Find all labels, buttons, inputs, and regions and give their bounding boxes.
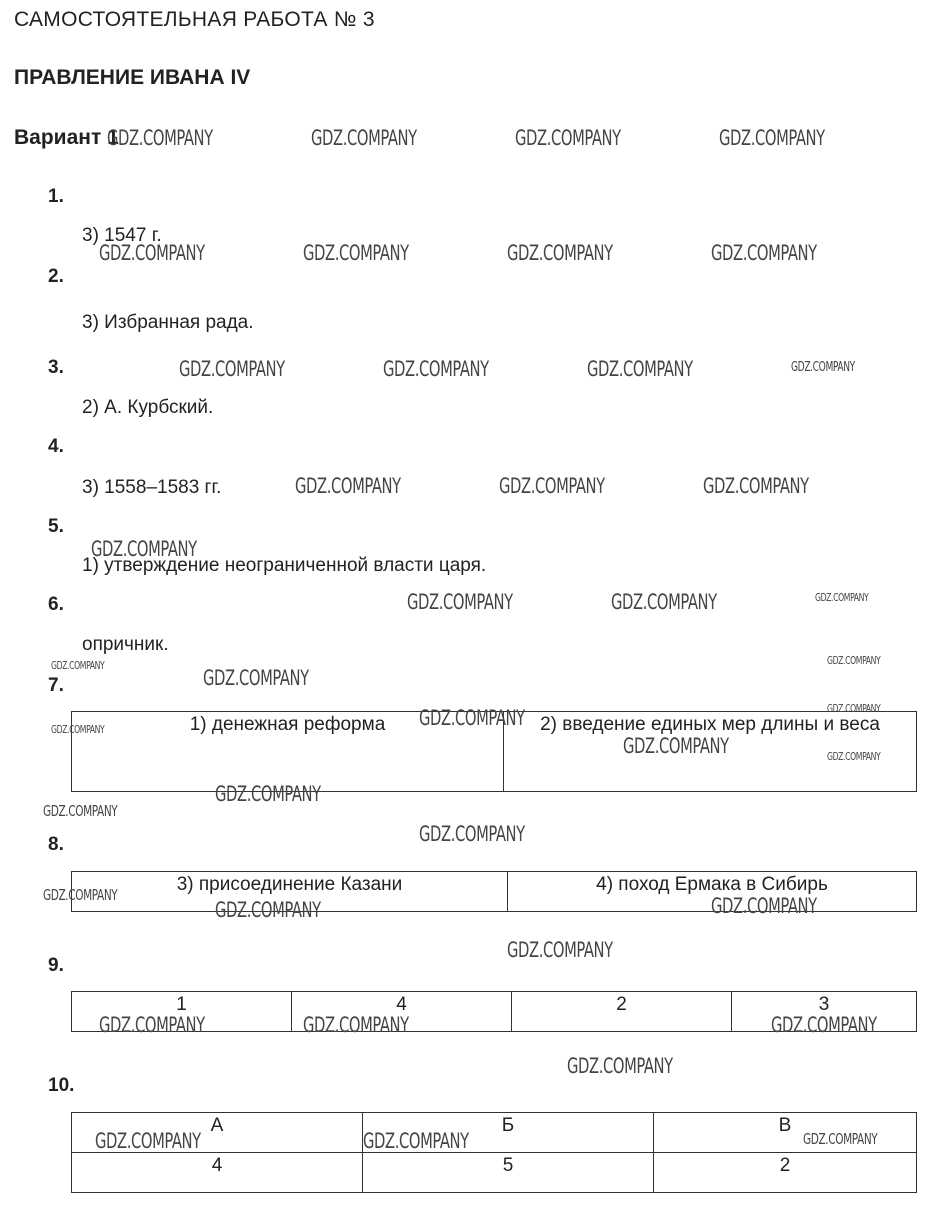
watermark: GDZ.COMPANY: [827, 702, 881, 715]
question-number: 5.: [48, 516, 64, 537]
watermark: GDZ.COMPANY: [215, 782, 321, 806]
table-cell: 5: [363, 1153, 654, 1193]
watermark: GDZ.COMPANY: [203, 666, 309, 690]
watermark: GDZ.COMPANY: [407, 590, 513, 614]
question-number: 2.: [48, 266, 64, 287]
answer-text: 1) утверждение неограниченной власти царя.: [82, 555, 487, 576]
watermark: GDZ.COMPANY: [363, 1129, 469, 1153]
table-cell: 3) присоединение Казани: [72, 872, 508, 912]
question-number: 4.: [48, 436, 64, 457]
section-title: ПРАВЛЕНИЕ ИВАНА IV: [14, 66, 251, 89]
page-title: САМОСТОЯТЕЛЬНАЯ РАБОТА № 3: [14, 8, 375, 31]
watermark: GDZ.COMPANY: [303, 241, 409, 265]
watermark: GDZ.COMPANY: [507, 938, 613, 962]
table-header-cell: В: [654, 1113, 917, 1153]
watermark: GDZ.COMPANY: [623, 734, 729, 758]
watermark: GDZ.COMPANY: [703, 474, 809, 498]
watermark: GDZ.COMPANY: [611, 590, 717, 614]
watermark: GDZ.COMPANY: [515, 126, 621, 150]
watermark: GDZ.COMPANY: [587, 357, 693, 381]
watermark: GDZ.COMPANY: [711, 894, 817, 918]
answer-text: 2) А. Курбский.: [82, 397, 214, 418]
watermark: GDZ.COMPANY: [711, 241, 817, 265]
watermark: GDZ.COMPANY: [99, 241, 205, 265]
watermark: GDZ.COMPANY: [815, 591, 869, 604]
watermark: GDZ.COMPANY: [215, 898, 321, 922]
table-cell: 3: [732, 992, 917, 1032]
table-cell: 2: [654, 1153, 917, 1193]
table-cell: 4: [72, 1153, 363, 1193]
watermark: GDZ.COMPANY: [99, 1013, 205, 1037]
question-number: 10.: [48, 1075, 75, 1096]
table-cell: 2: [512, 992, 732, 1032]
watermark: GDZ.COMPANY: [51, 723, 105, 736]
watermark: GDZ.COMPANY: [507, 241, 613, 265]
watermark: GDZ.COMPANY: [791, 360, 855, 375]
table-cell: 4: [292, 992, 512, 1032]
watermark: GDZ.COMPANY: [827, 654, 881, 667]
watermark: GDZ.COMPANY: [91, 537, 197, 561]
watermark: GDZ.COMPANY: [295, 474, 401, 498]
watermark: GDZ.COMPANY: [803, 1130, 878, 1148]
question-number: 3.: [48, 357, 64, 378]
table-cell: 4) поход Ермака в Сибирь: [508, 872, 917, 912]
table-cell: 1: [72, 992, 292, 1032]
table-cell: 2) введение единых мер длины и веса: [504, 712, 917, 792]
answer-text: 3) Избранная рада.: [82, 312, 254, 333]
watermark: GDZ.COMPANY: [43, 886, 118, 904]
watermark: GDZ.COMPANY: [303, 1013, 409, 1037]
watermark: GDZ.COMPANY: [43, 802, 118, 820]
watermark: GDZ.COMPANY: [771, 1013, 877, 1037]
watermark: GDZ.COMPANY: [383, 357, 489, 381]
table-cell: 1) денежная реформа: [72, 712, 504, 792]
watermark: GDZ.COMPANY: [419, 822, 525, 846]
answer-text: 3) 1547 г.: [82, 225, 162, 246]
question-number: 8.: [48, 834, 64, 855]
table-header-cell: Б: [363, 1113, 654, 1153]
answer-text: опричник.: [82, 634, 169, 655]
watermark: GDZ.COMPANY: [567, 1054, 673, 1078]
answer-text: 3) 1558–1583 гг.: [82, 477, 222, 498]
question-number: 9.: [48, 955, 64, 976]
watermark: GDZ.COMPANY: [827, 750, 881, 763]
watermark: GDZ.COMPANY: [51, 659, 105, 672]
table-header-cell: А: [72, 1113, 363, 1153]
watermark: GDZ.COMPANY: [95, 1129, 201, 1153]
watermark: GDZ.COMPANY: [179, 357, 285, 381]
variant-label: Вариант 1: [14, 126, 119, 149]
watermark: GDZ.COMPANY: [719, 126, 825, 150]
watermark: GDZ.COMPANY: [311, 126, 417, 150]
question-number: 6.: [48, 594, 64, 615]
question-number: 7.: [48, 675, 64, 696]
watermark: GDZ.COMPANY: [419, 706, 525, 730]
watermark: GDZ.COMPANY: [107, 126, 213, 150]
watermark: GDZ.COMPANY: [499, 474, 605, 498]
question-number: 1.: [48, 186, 64, 207]
